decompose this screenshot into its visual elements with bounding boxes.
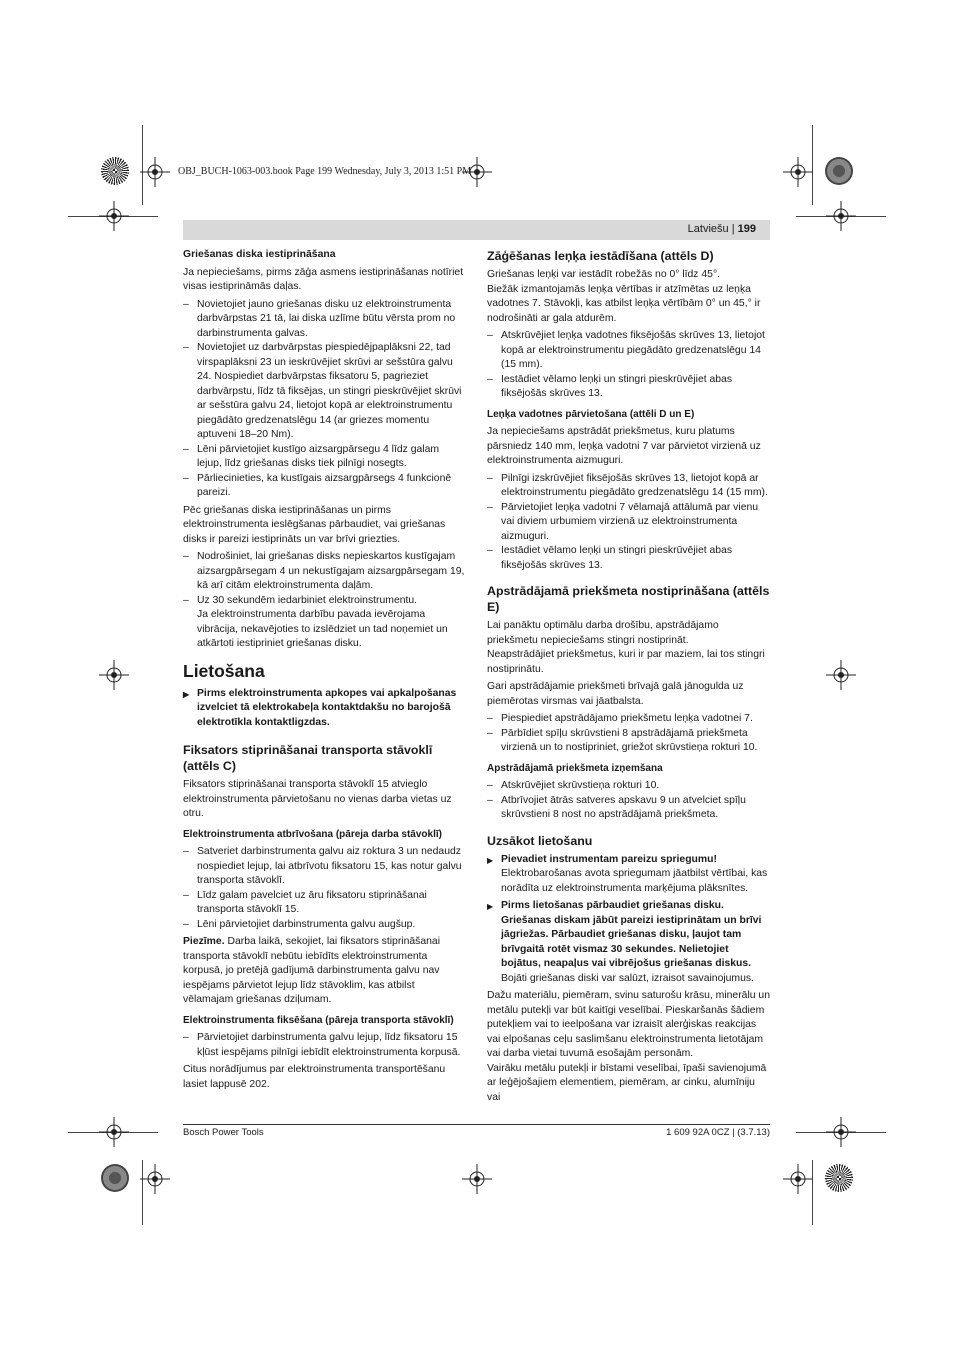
registration-mark-icon — [826, 660, 856, 690]
paragraph: Citus norādījumus par elektroinstrumenta transportēšanu lasiet lappusē 202. — [183, 1064, 446, 1090]
footer-publisher: Bosch Power Tools — [183, 1127, 264, 1138]
paragraph: Fiksators stiprināšanai transporta stāvoklī 15 atvieglo elektroinstrumenta pārvietošanu no vienas darba vietas uz otru. — [183, 779, 452, 819]
registration-mark-icon — [99, 1117, 129, 1147]
warning-item: ▶ Pirms lietošanas pārbaudiet griešanas disku. Griešanas diskam jābūt pareizi iestiprinātam un brīvi jāgriežas. Pārbaudiet griešanas disku, ļaujot tam brīvgaitā rotēt vismaz 30 sekundes. Nelietojiet bojātus, neapaļus vai vibrējošus griešanas diskus. Bojāti griešanas diski var salūzt, izraisot savainojumus. — [487, 899, 770, 986]
section-heading: Zāģēšanas leņķa iestādīšana (attēls D) — [487, 249, 714, 263]
bullet-list — [183, 1031, 465, 1060]
subsection-heading: Elektroinstrumenta fiksēšana (pāreja transporta stāvoklī) — [183, 1014, 454, 1026]
color-rosette-icon — [101, 1164, 129, 1192]
left-column — [183, 248, 465, 1095]
list-item: – Iestādiet vēlamo leņķi un stingri pieskrūvējiet abas fiksējošās skrūves 13. — [487, 544, 770, 573]
color-rosette-icon — [101, 157, 129, 185]
paragraph: Ja nepieciešams, pirms zāģa asmens iestiprināšanas notīriet visas iestiprināmās daļas. — [183, 266, 464, 292]
list-item: – Lēni pārvietojiet kustīgo aizsargpārsegu 4 līdz galam lejup, līdz griešanas disks tiek pilnīgi nosegts. — [183, 443, 465, 472]
list-item: – Atbrīvojiet ātrās satveres apskavu 9 un atvelciet spīļu skrūvstieni 8 nost no apstrādājamā priekšmeta. — [487, 794, 770, 823]
registration-mark-icon — [462, 1164, 492, 1194]
bullet-list — [487, 779, 770, 823]
list-item: – Pārbīdiet spīļu skrūvstieni 8 apstrādājamā priekšmeta virzienā un to nostipriniet, griežot skrūvstieņa rokturi 10. — [487, 727, 770, 756]
footer-doc-number: 1 609 92A 0CZ | (3.7.13) — [666, 1127, 770, 1138]
subsection-heading: Elektroinstrumenta atbrīvošana (pāreja darba stāvoklī) — [183, 828, 442, 840]
bullet-list — [487, 472, 770, 574]
paragraph: Neapstrādājiet priekšmetus, kuri ir par maziem, lai tos stingri nostiprinātu. — [487, 649, 765, 675]
paragraph: Ja nepieciešams apstrādāt priekšmetus, kuru platums pārsniedz 140 mm, leņķa vadotni 7 var pārvietot virzienā uz elektroinstrumenta aizmuguri. — [487, 426, 761, 466]
registration-mark-icon — [826, 201, 856, 231]
registration-mark-icon — [99, 201, 129, 231]
registration-mark-icon — [140, 1164, 170, 1194]
registration-mark-icon — [140, 157, 170, 187]
bullet-list — [487, 329, 770, 402]
list-item: – Pārliecinieties, ka kustīgais aizsargpārsegs 4 funkcionē pareizi. — [183, 472, 465, 501]
warning-item: ▶ Pirms elektroinstrumenta apkopes vai apkalpošanas izvelciet tā elektrokabeļa kontaktdakšu no barojošā elektrotīkla kontaktligzdas. — [183, 687, 465, 731]
list-item: – Iestādiet vēlamo leņķi un stingri pieskrūvējiet abas fiksējošās skrūves 13. — [487, 373, 770, 402]
paragraph: Dažu materiālu, piemēram, svinu saturošu krāsu, minerālu un metālu putekļi var būt kaitīgi veselībai. Pieskaršanās šādiem putekļiem vai to ieelpošana var izraisīt alerģiskas reakcijas vai elpošanas ceļu saslimšanu elektroinstrumenta lietotājam vai darba vietai tuvumā esošajām personām. — [487, 990, 770, 1059]
registration-mark-icon — [99, 660, 129, 690]
list-item: – Līdz galam pavelciet uz āru fiksatoru stiprināšanai transporta stāvoklī 15. — [183, 889, 465, 918]
registration-mark-icon — [826, 1117, 856, 1147]
print-slug: OBJ_BUCH-1063-003.book Page 199 Wednesday, July 3, 2013 1:51 PM — [178, 166, 472, 177]
chapter-heading: Lietošana — [183, 660, 265, 681]
list-item: – Pilnīgi izskrūvējiet fiksējošās skrūves 13, lietojot kopā ar elektroinstrumentu piegādāto gredzenatslēgu 14 (15 mm). — [487, 472, 770, 501]
list-item: – Pārvietojiet darbinstrumenta galvu lejup, līdz fiksatoru 15 kļūst iespējams pilnīgi iebīdīt elektroinstrumenta korpusā. — [183, 1031, 465, 1060]
subsection-heading: Leņķa vadotnes pārvietošana (attēli D un E) — [487, 408, 695, 420]
page-number: 199 — [737, 223, 756, 235]
paragraph: Vairāku metālu putekļi ir bīstami veselībai, īpaši savienojumā ar leģējošajiem elementiem, piemēram, ar cinku, alumīniju vai — [487, 1062, 767, 1103]
paragraph: Biežāk izmantojamās leņķa vērtības ir atzīmētas uz leņķa vadotnes 7. Stāvokļi, kas atbilst leņķa vērtībām 0° un 45,° ir nodrošināti ar gala atdurēm. — [487, 283, 761, 324]
section-heading: Uzsākot lietošanu — [487, 833, 593, 848]
list-item: – Pārvietojiet leņķa vadotni 7 vēlamajā attālumā par vienu vai diviem urbumiem virzienā uz elektroinstrumenta aizmuguri. — [487, 501, 770, 545]
color-rosette-icon — [825, 1164, 853, 1192]
paragraph: Griešanas leņķi var iestādīt robežās no 0° līdz 45°. — [487, 269, 720, 280]
footer-divider — [183, 1124, 770, 1125]
list-item: – Lēni pārvietojiet darbinstrumenta galvu augšup. — [183, 918, 465, 933]
note-paragraph: Piezīme. Darba laikā, sekojiet, lai fiksators stiprināšanai transporta stāvoklī nebūtu iebīdīts elektroinstrumenta korpusā, jo pretējā gadījumā darbinstrumenta galvu nav iespējams pārvietot lejup līdz stāvoklim, kas atbilst vēlamajam griešanas dziļumam. — [183, 936, 441, 1005]
list-item: – Nodrošiniet, lai griešanas disks nepieskartos kustīgajam aizsargpārsegam 4 un nekustīgajam aizsargpārsegam 19, kā arī citām elektroinstrumenta daļām. — [183, 550, 465, 594]
list-item: – Atskrūvējiet skrūvstieņa rokturi 10. — [487, 779, 770, 794]
warning-item: ▶ Pievadiet instrumentam pareizu spriegumu! Elektrobarošanas avota spriegumam jāatbilst vērtībai, kas norādīta uz elektroinstrumenta marķējuma plāksnītes. — [487, 853, 770, 897]
list-item: – Piespiediet apstrādājamo priekšmetu leņķa vadotnei 7. — [487, 712, 770, 727]
header-language: Latviešu — [687, 223, 729, 235]
subsection-heading: Apstrādājamā priekšmeta izņemšana — [487, 762, 663, 774]
bullet-list — [487, 712, 770, 756]
paragraph: Lai panāktu optimālu darba drošību, apstrādājamo priekšmetu nepieciešams stingri nostiprināt. — [487, 620, 719, 646]
color-rosette-icon — [825, 157, 853, 185]
list-item: – Atskrūvējiet leņķa vadotnes fiksējošās skrūves 13, lietojot kopā ar elektroinstrumentu piegādāto gredzenatslēgu 14 (15 mm). — [487, 329, 770, 373]
section-heading: Apstrādājamā priekšmeta nostiprināšana (attēls E) — [487, 584, 770, 614]
section-heading: Griešanas diska iestiprināšana — [183, 249, 336, 260]
registration-mark-icon — [783, 157, 813, 187]
bullet-list — [183, 845, 465, 932]
page-header: Latviešu | 199 — [183, 220, 770, 240]
right-column — [487, 248, 770, 1108]
bullet-list — [183, 298, 465, 501]
list-item: – Uz 30 sekundēm iedarbiniet elektroinstrumentu. Ja elektroinstrumenta darbību pavada ievērojama vibrācija, nekavējoties to izslēdziet un tad noņemiet un atkārtoti iestipriniet griešanas disku. — [183, 594, 465, 652]
bullet-list — [183, 550, 465, 652]
list-item: – Novietojiet uz darbvārpstas piespiedējpaplāksni 22, tad virspaplāksni 23 un ieskrūvējiet skrūvi ar sešstūra galvu 24. Nospiediet darbvārpstas fiksatoru 5, pagrieziet darbvārpstu, līdz tā fiksējas, un stingri pieskrūvējiet skrūvi ar sešstūra galvu 24, lietojot kopā ar elektroinstrumentu piegādāto gredzenatslēgu 14 (ar griezes momentu aptuveni 18–20 Nm). — [183, 341, 465, 443]
section-heading: Fiksators stiprināšanai transporta stāvoklī (attēls C) — [183, 743, 433, 773]
registration-mark-icon — [783, 1164, 813, 1194]
paragraph: Pēc griešanas diska iestiprināšanas un pirms elektroinstrumenta ieslēgšanas pārbaudiet, vai griešanas disks ir pareizi iestiprināts un var brīvi griezties. — [183, 504, 446, 545]
paragraph: Gari apstrādājamie priekšmeti brīvajā galā jānogulda uz piemērotas virsmas vai jāatbalsta. — [487, 681, 744, 707]
list-item: – Satveriet darbinstrumenta galvu aiz roktura 3 un nedaudz nospiediet lejup, lai atbrīvotu fiksatoru 15, kas notur galvu transporta stāvoklī. — [183, 845, 465, 889]
list-item: – Novietojiet jauno griešanas disku uz elektroinstrumenta darbvārpstas 21 tā, lai diska uzlīme būtu vērsta prom no darbinstrumenta galvas. — [183, 298, 465, 342]
